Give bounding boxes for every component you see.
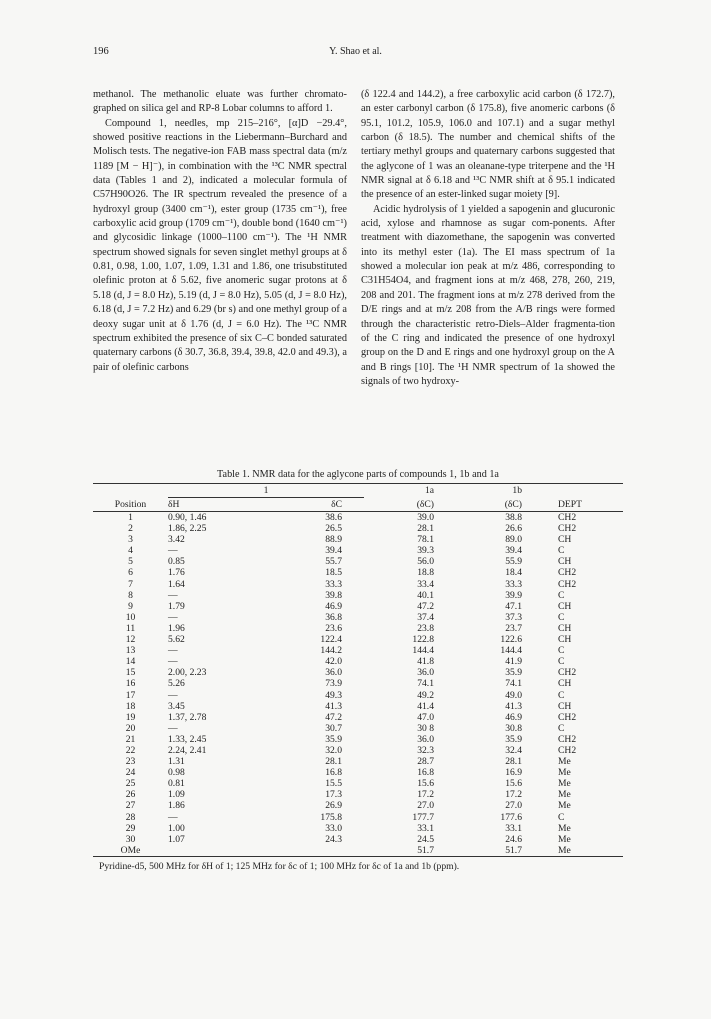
- table-row: [93, 612, 623, 623]
- cell-1a: 32.3: [417, 744, 434, 756]
- table-row: [93, 534, 623, 545]
- cell-1a: 39.3: [417, 545, 434, 557]
- cell-dept: CH: [558, 534, 572, 546]
- table-row: [93, 579, 623, 590]
- cell-1a: 144.4: [412, 645, 434, 657]
- cell-1b: 49.0: [505, 689, 522, 701]
- table-row: [93, 590, 623, 601]
- cell-dh: 1.07: [168, 833, 185, 845]
- cell-dh: —: [168, 811, 178, 823]
- cell-dh: —: [168, 656, 178, 668]
- table-row: [93, 845, 623, 857]
- cell-position: 2: [128, 523, 133, 535]
- cell-dept: Me: [558, 833, 571, 845]
- cell-1a: 78.1: [417, 534, 434, 546]
- cell-position: 7: [128, 578, 133, 590]
- cell-dc: [268, 845, 364, 857]
- cell-dc: 41.3: [325, 700, 342, 712]
- cell-dh: 5.26: [168, 678, 185, 690]
- cell-position: 17: [125, 689, 136, 701]
- table-row: [93, 712, 623, 723]
- cell-1a: 40.1: [417, 589, 434, 601]
- cell-dc: 17.3: [325, 789, 342, 801]
- cell-dh: 1.79: [168, 600, 185, 612]
- cell-dh: 1.86, 2.25: [168, 523, 207, 535]
- cell-dept: C: [558, 656, 565, 668]
- cell-dh: 3.42: [168, 534, 185, 546]
- cell-dc: 55.7: [325, 556, 342, 568]
- cell-position: 1: [128, 512, 133, 523]
- cell-dept: C: [558, 689, 565, 701]
- table-row: [93, 701, 623, 712]
- table-row: [93, 634, 623, 645]
- cell-dept: CH2: [558, 667, 577, 679]
- paragraph: Compound 1, needles, mp 215–216°, [α]D −29.4°, showed positive reactions in the Liebermann–Burchard and Molisch tests. The negative-ion FAB mass spectral data (m/z 1189 [M − H]⁻), in combination with the ¹³C NMR spectral data (Tables 1 and 2), indicated a molecular formula of C57H90O26. The IR spectrum revealed the presence of a hydroxyl group (3400 cm⁻¹), ester group (1735 cm⁻¹), free carboxylic acid group (1709 cm⁻¹), double bond (1640 cm⁻¹) and glycosidic linkage (1000–1100 cm⁻¹). The ¹H NMR spectrum showed signals for seven singlet methyl groups at δ 0.81, 0.98, 1.00, 1.07, 1.09, 1.31 and 1.86, one trisubstituted olefinic proton at δ 5.62, five anomeric sugar protons at δ 5.18 (d, J = 8.0 Hz), 5.19 (d, J = 8.0 Hz), 5.05 (d, J = 8.0 Hz), 6.18 (d, J = 7.2 Hz) and 6.29 (br s) and one methyl group of a deoxy sugar unit at δ 1.76 (d, J = 6.0 Hz). The ¹³C NMR spectrum exhibited the presence of six C–C bonded saturated quaternary carbons (δ 30.7, 36.8, 39.4, 39.8, 42.0 and 49.3), a pair of olefinic carbons: [93, 117, 347, 373]
- cell-position: 6: [128, 567, 133, 579]
- cell-position: 16: [125, 678, 136, 690]
- cell-position: 25: [125, 778, 136, 790]
- cell-dept: C: [558, 545, 565, 557]
- cell-1b: 27.0: [505, 800, 522, 812]
- cell-dh: 1.64: [168, 578, 185, 590]
- cell-dept: CH2: [558, 567, 577, 579]
- cell-dc: 26.5: [325, 523, 342, 535]
- cell-dept: CH2: [558, 711, 577, 723]
- cell-dept: Me: [540, 845, 623, 857]
- cell-dept: C: [558, 645, 565, 657]
- cell-dc: 39.4: [325, 545, 342, 557]
- cell-dc: 46.9: [325, 600, 342, 612]
- col-header-position: Position: [114, 498, 147, 510]
- cell-dh: 1.00: [168, 822, 185, 834]
- table-footnote: Pyridine-d5, 500 MHz for δH of 1; 125 MHz for δc of 1; 100 MHz for δc of 1a and 1b (ppm).: [99, 860, 460, 872]
- cell-dc: 26.9: [325, 800, 342, 812]
- cell-position: 4: [128, 545, 133, 557]
- cell-dept: CH2: [558, 744, 577, 756]
- cell-1a: 56.0: [417, 556, 434, 568]
- paragraph: (δ 122.4 and 144.2), a free carboxylic acid carbon (δ 172.7), an ester carbonyl carbon (δ 175.8), five anomeric carbons (δ 95.1, 101.2, 105.9, 106.0 and 107.1) and a sugar methyl carbon (δ 18.5). The number and chemical shifts of the tertiary methyl groups and quaternary carbons suggested that the aglycone of 1 was an oleanane-type triterpene and the ¹H NMR signal at δ 6.18 and ¹³C NMR shift at δ 95.1 indicated the presence of an ester-linked sugar moiety [9].: [361, 89, 615, 201]
- cell-dept: Me: [558, 789, 571, 801]
- table-row: [93, 767, 623, 778]
- table-row: [93, 556, 623, 567]
- cell-dept: C: [558, 589, 565, 601]
- cell-dept: CH2: [558, 523, 577, 535]
- cell-dept: Me: [558, 756, 571, 768]
- cell-1b: 35.9: [505, 733, 522, 745]
- page-header: [0, 46, 711, 60]
- cell-dh: 2.24, 2.41: [168, 744, 207, 756]
- cell-dept: CH: [558, 678, 572, 690]
- cell-dh: 5.62: [168, 634, 185, 646]
- cell-1a: 49.2: [417, 689, 434, 701]
- table-caption: Table 1. NMR data for the aglycone parts of compounds 1, 1b and 1a: [217, 469, 499, 480]
- paragraph: Acidic hydrolysis of 1 yielded a sapogenin and glucuronic acid, xylose and rhamnose as sugar com-ponents. After treatment with diazomethane, the sapogenin was converted into its methyl ester (1a). The EI mass spectrum of 1a showed a molecular ion peak at m/z 486, corresponding to C31H54O4, and fragment ions at m/z 468, 278, 260, 219, 208 and 201. The fragment ions at m/z 278 derived from the D/E rings and at m/z 208 from the A/B rings were formed through the characteristic retro-Diels–Alder fragmenta-tion of the C ring and indicated the presence of one hydroxyl group on the D and E rings and one hydroxyl group on the A and B rings [10]. The ¹H NMR spectrum of 1a showed the signals of two hydroxy-: [361, 203, 615, 387]
- table-row: [93, 523, 623, 534]
- col-header-dh: δH: [168, 499, 180, 510]
- col-header-dc: δC: [331, 499, 342, 510]
- data-table: [93, 483, 623, 857]
- table-row: [93, 778, 623, 789]
- cell-dc: 23.6: [325, 622, 342, 634]
- table-row: [93, 834, 623, 845]
- cell-1b: 15.6: [505, 778, 522, 790]
- cell-1b: 30.8: [505, 722, 522, 734]
- cell-1a: 177.7: [412, 811, 434, 823]
- cell-dh: 0.85: [168, 556, 185, 568]
- cell-dh: 1.31: [168, 756, 185, 768]
- cell-1b: 38.8: [505, 512, 522, 523]
- cell-dept: C: [558, 811, 565, 823]
- cell-dept: C: [558, 611, 565, 623]
- cell-1a: 28.1: [417, 523, 434, 535]
- cell-1b: 144.4: [500, 645, 522, 657]
- cell-1a: 47.2: [417, 600, 434, 612]
- cell-position: 20: [125, 722, 136, 734]
- cell-1b: 47.1: [505, 600, 522, 612]
- cell-position: 26: [125, 789, 136, 801]
- nmr-table: [93, 467, 623, 872]
- cell-dept: Me: [558, 800, 571, 812]
- cell-dh: —: [168, 722, 178, 734]
- cell-1b: 37.3: [505, 611, 522, 623]
- cell-1b: 26.6: [505, 523, 522, 535]
- cell-1a: 33.1: [417, 822, 434, 834]
- cell-dept: C: [558, 722, 565, 734]
- cell-dc: 33.0: [325, 822, 342, 834]
- cell-1a: 15.6: [417, 778, 434, 790]
- cell-1a: 30 8: [417, 722, 434, 734]
- cell-dept: CH2: [558, 733, 577, 745]
- cell-dc: 73.9: [325, 678, 342, 690]
- cell-position: 22: [125, 744, 136, 756]
- cell-dc: 122.4: [320, 634, 342, 646]
- cell-dept: CH: [558, 634, 572, 646]
- cell-dh: 3.45: [168, 700, 185, 712]
- table-row: [93, 734, 623, 745]
- left-column: [93, 88, 347, 375]
- cell-1a: 36.0: [417, 667, 434, 679]
- cell-dh: —: [168, 645, 178, 657]
- table-row: [93, 667, 623, 678]
- cell-dc: 28.1: [325, 756, 342, 768]
- table-row: [93, 690, 623, 701]
- cell-dh: 1.37, 2.78: [168, 711, 207, 723]
- cell-dc: 88.9: [325, 534, 342, 546]
- table-row: [93, 601, 623, 612]
- cell-dh: 1.09: [168, 789, 185, 801]
- table-row: [93, 656, 623, 667]
- cell-dc: 175.8: [320, 811, 342, 823]
- cell-dh: 2.00, 2.23: [168, 667, 207, 679]
- cell-dept: CH: [558, 622, 572, 634]
- cell-position: 30: [125, 833, 136, 845]
- cell-dept: CH2: [558, 578, 577, 590]
- cell-dc: 144.2: [320, 645, 342, 657]
- cell-dc: 38.6: [325, 512, 342, 523]
- col-header-1b: 1b: [512, 485, 522, 497]
- cell-dh: 0.81: [168, 778, 185, 790]
- cell-1a: 39.0: [417, 512, 434, 523]
- cell-dc: 24.3: [325, 833, 342, 845]
- cell-dc: 36.8: [325, 611, 342, 623]
- cell-dh: 1.86: [168, 800, 185, 812]
- cell-position: 11: [125, 622, 136, 634]
- cell-1b: 122.6: [500, 634, 522, 646]
- cell-1b: 39.9: [505, 589, 522, 601]
- cell-dept: CH: [558, 556, 572, 568]
- cell-1b: 33.3: [505, 578, 522, 590]
- table-row: [93, 823, 623, 834]
- cell-1b: 23.7: [505, 622, 522, 634]
- cell-1b: 18.4: [505, 567, 522, 579]
- cell-dh: 1.96: [168, 622, 185, 634]
- table-row: [93, 756, 623, 767]
- cell-position: 9: [128, 600, 133, 612]
- cell-dc: 49.3: [325, 689, 342, 701]
- cell-dept: CH: [558, 700, 572, 712]
- cell-dc: 39.8: [325, 589, 342, 601]
- cell-dh: 1.33, 2.45: [168, 733, 207, 745]
- col-header-dept: DEPT: [558, 498, 582, 510]
- table-row: [93, 812, 623, 823]
- table-row: [93, 723, 623, 734]
- cell-position: OMe: [93, 845, 168, 857]
- cell-1b: 74.1: [505, 678, 522, 690]
- cell-dept: Me: [558, 767, 571, 779]
- cell-1b: 28.1: [505, 756, 522, 768]
- cell-position: 14: [125, 656, 136, 668]
- cell-position: 27: [125, 800, 136, 812]
- table-row: [93, 512, 623, 524]
- cell-1b: 24.6: [505, 833, 522, 845]
- cell-position: 18: [125, 700, 136, 712]
- cell-1b: 41.3: [505, 700, 522, 712]
- cell-1a: 18.8: [417, 567, 434, 579]
- cell-1a: 27.0: [417, 800, 434, 812]
- cell-position: 15: [125, 667, 136, 679]
- cell-1b: 17.2: [505, 789, 522, 801]
- cell-dc: 15.5: [325, 778, 342, 790]
- cell-dc: 33.3: [325, 578, 342, 590]
- cell-dh: 0.90, 1.46: [168, 512, 207, 523]
- cell-1b: 41.9: [505, 656, 522, 668]
- cell-1b: 16.9: [505, 767, 522, 779]
- col-header-1a-sub: (δC): [416, 498, 434, 510]
- cell-1a: 47.0: [417, 711, 434, 723]
- cell-dh: —: [168, 589, 178, 601]
- cell-1b: 51.7: [452, 845, 540, 857]
- cell-position: 12: [125, 634, 136, 646]
- cell-1b: 55.9: [505, 556, 522, 568]
- cell-position: 23: [125, 756, 136, 768]
- cell-dept: Me: [558, 822, 571, 834]
- col-header-1b-sub: (δC): [504, 498, 522, 510]
- cell-position: 8: [128, 589, 133, 601]
- cell-1a: 41.8: [417, 656, 434, 668]
- cell-dh: —: [168, 545, 178, 557]
- paragraph: methanol. The methanolic eluate was further chromato-graphed on silica gel and RP-8 Lobar columns to afford 1.: [93, 89, 347, 115]
- cell-1a: 74.1: [417, 678, 434, 690]
- cell-dh: —: [168, 689, 178, 701]
- cell-position: 29: [125, 822, 136, 834]
- cell-1a: 37.4: [417, 611, 434, 623]
- cell-position: 28: [125, 811, 136, 823]
- table-row: [93, 789, 623, 800]
- cell-1a: 16.8: [417, 767, 434, 779]
- table-row: [93, 745, 623, 756]
- table-row: [93, 545, 623, 556]
- cell-dc: 30.7: [325, 722, 342, 734]
- cell-1b: 89.0: [505, 534, 522, 546]
- cell-dh: —: [168, 611, 178, 623]
- cell-dc: 16.8: [325, 767, 342, 779]
- cell-dc: 47.2: [325, 711, 342, 723]
- page-number: 196: [93, 46, 109, 57]
- cell-dc: 32.0: [325, 744, 342, 756]
- running-head: Y. Shao et al.: [329, 46, 382, 57]
- cell-1b: 32.4: [505, 744, 522, 756]
- cell-dept: Me: [558, 778, 571, 790]
- cell-1a: 24.5: [417, 833, 434, 845]
- cell-dc: 18.5: [325, 567, 342, 579]
- compound-group-header: 1: [168, 484, 364, 498]
- cell-1a: 33.4: [417, 578, 434, 590]
- cell-1b: 33.1: [505, 822, 522, 834]
- cell-dc: 36.0: [325, 667, 342, 679]
- cell-1b: 39.4: [505, 545, 522, 557]
- right-column: [361, 88, 615, 389]
- cell-1b: 46.9: [505, 711, 522, 723]
- table-row: [93, 623, 623, 634]
- cell-1a: 51.7: [364, 845, 452, 857]
- cell-1b: 35.9: [505, 667, 522, 679]
- cell-1a: 23.8: [417, 622, 434, 634]
- cell-position: 3: [128, 534, 133, 546]
- cell-dc: 42.0: [325, 656, 342, 668]
- col-header-1a: 1a: [424, 485, 434, 497]
- table-row: [93, 678, 623, 689]
- table-row: [93, 645, 623, 656]
- cell-dh: 1.76: [168, 567, 185, 579]
- cell-1a: 36.0: [417, 733, 434, 745]
- cell-position: 19: [125, 711, 136, 723]
- cell-1a: 122.8: [412, 634, 434, 646]
- cell-dept: CH: [558, 600, 572, 612]
- table-row: [93, 800, 623, 811]
- cell-dept: CH2: [558, 512, 577, 523]
- cell-position: 13: [125, 645, 136, 657]
- cell-1a: 17.2: [417, 789, 434, 801]
- cell-position: 24: [125, 767, 136, 779]
- table-row: [93, 567, 623, 578]
- cell-1b: 177.6: [500, 811, 522, 823]
- cell-dc: 35.9: [325, 733, 342, 745]
- cell-1a: 41.4: [417, 700, 434, 712]
- cell-dh: [168, 845, 268, 857]
- cell-dh: 0.98: [168, 767, 185, 779]
- cell-position: 5: [128, 556, 133, 568]
- cell-position: 21: [125, 733, 136, 745]
- cell-1a: 28.7: [417, 756, 434, 768]
- cell-position: 10: [125, 611, 136, 623]
